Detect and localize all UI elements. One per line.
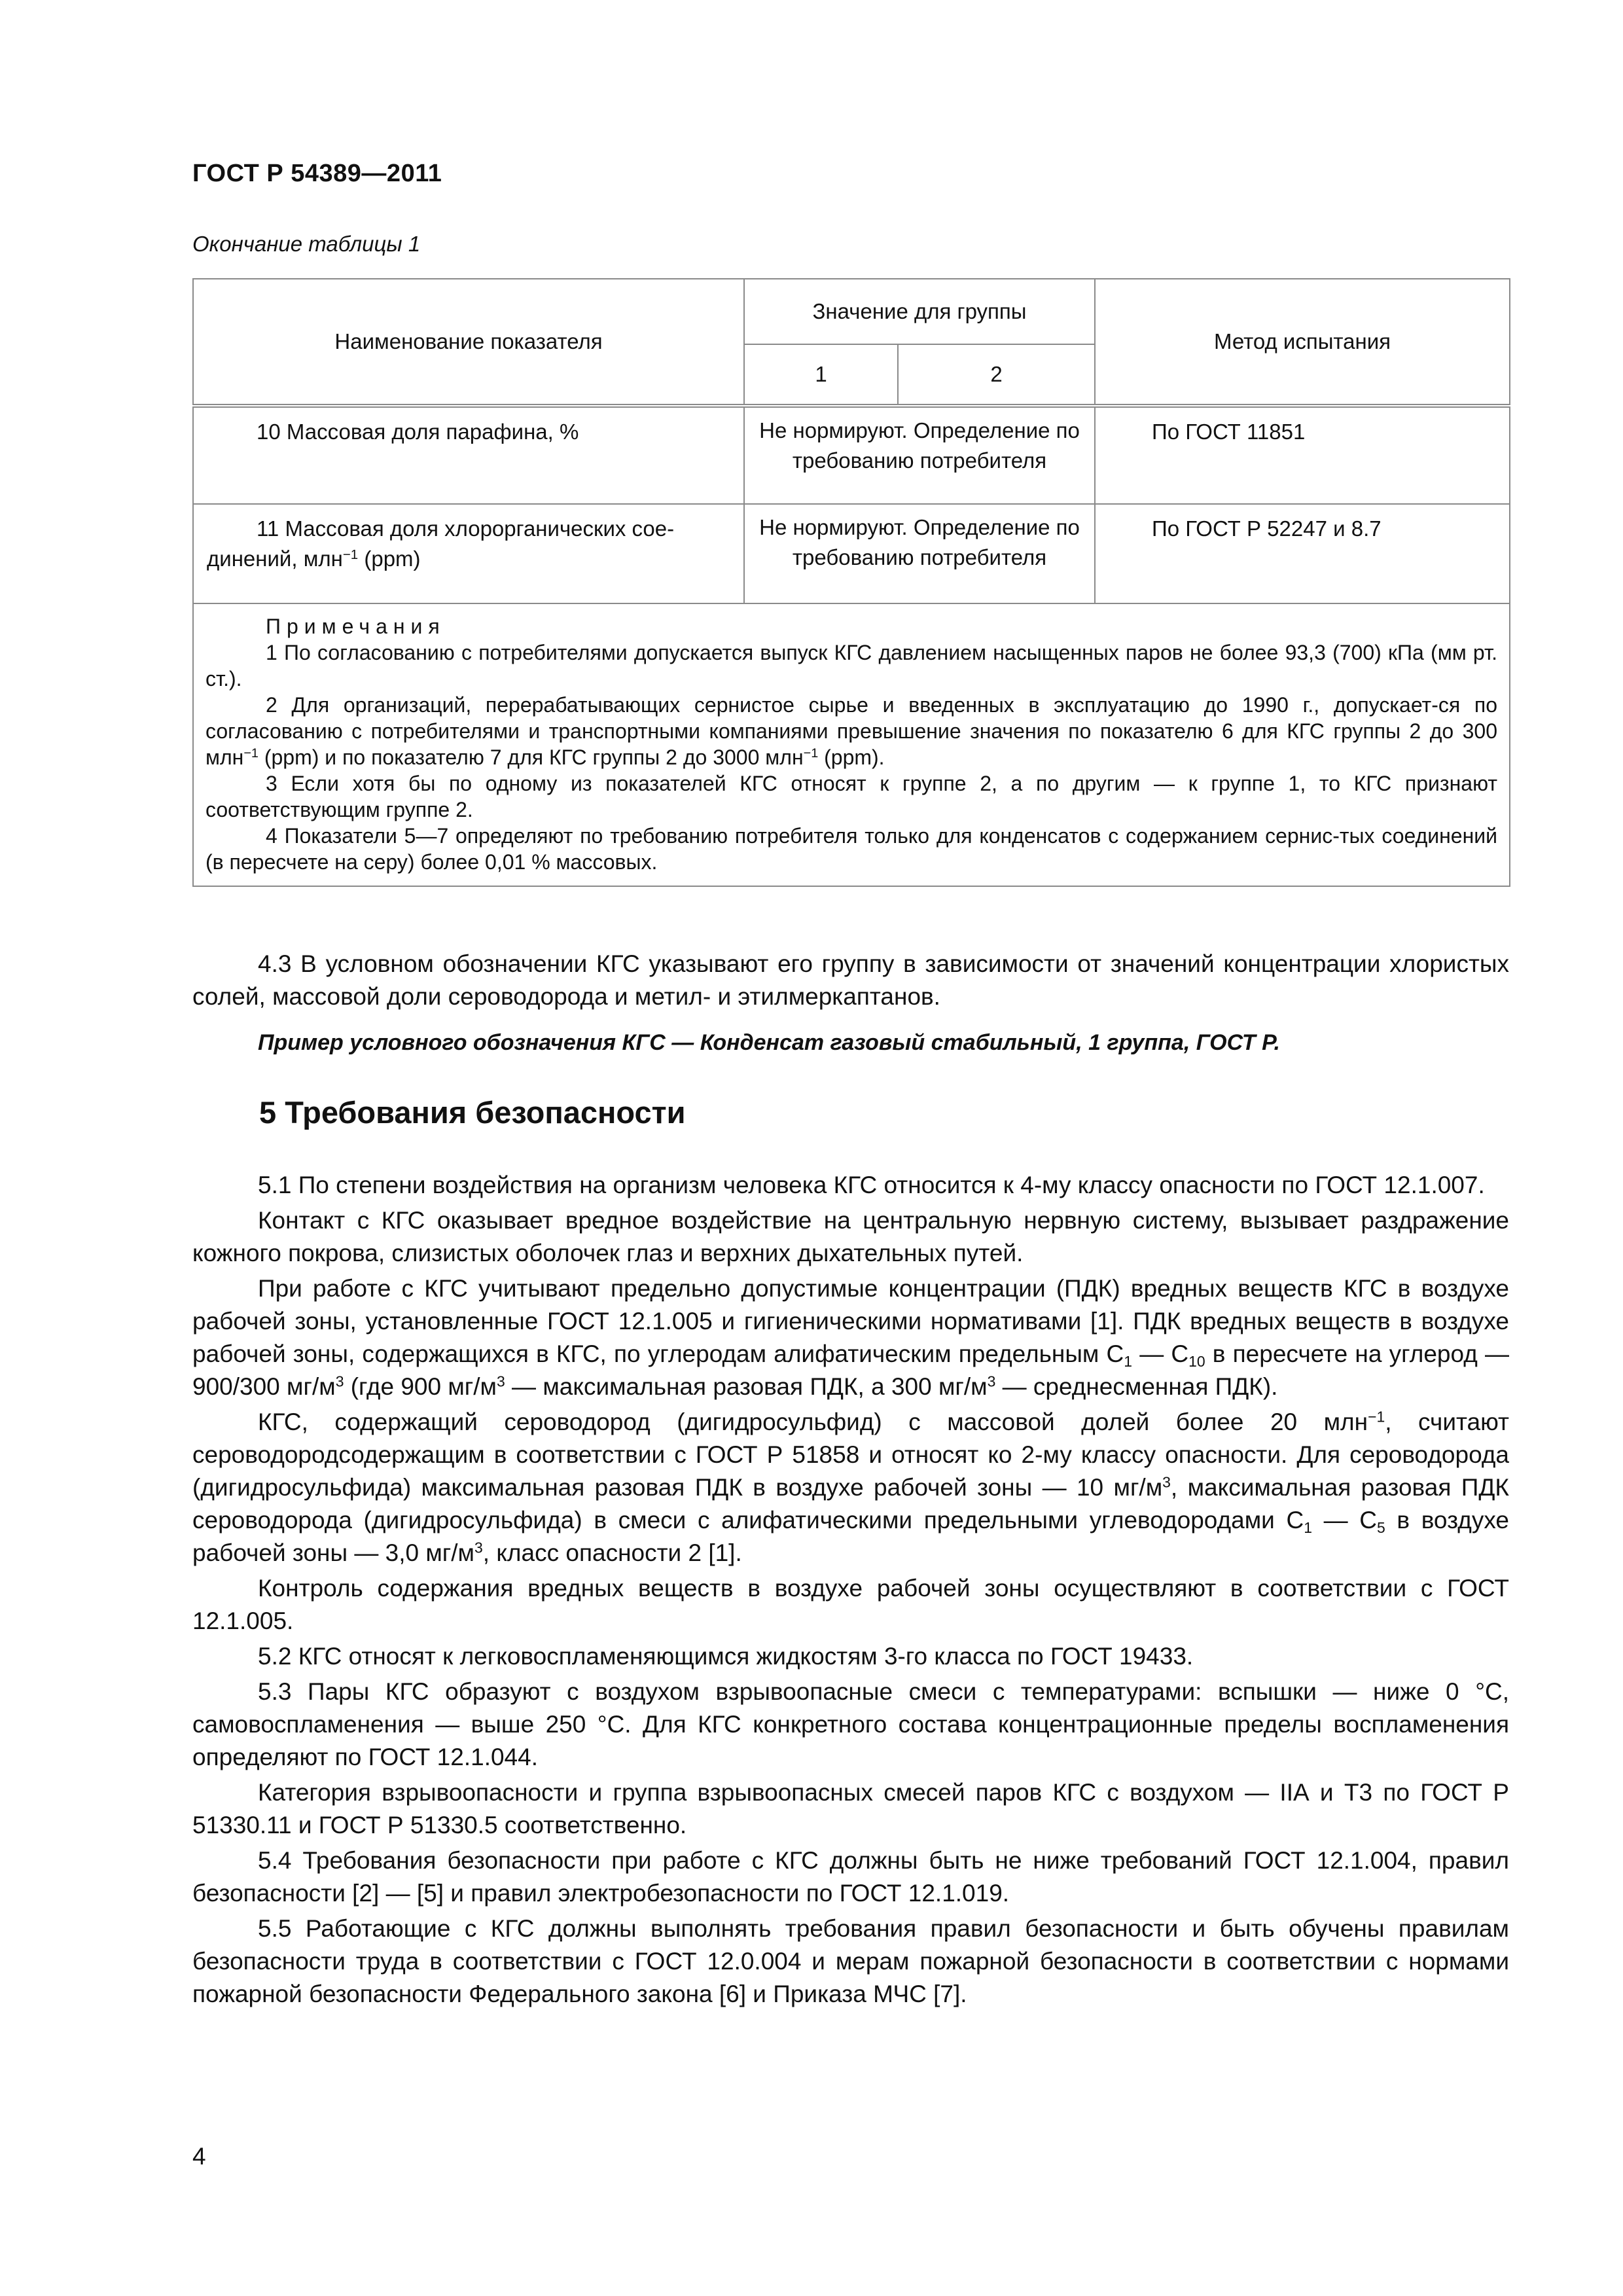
indicator-name-cell: 11 Массовая доля хлорорганических сое-динений, млн$^{-1}$ (ppm): [193, 504, 744, 603]
header-test-method: Метод испытания: [1095, 279, 1510, 406]
note-1: 1 По согласованию с потребителями допускается выпуск КГС давлением насыщенных паров не более 93,3 (700) кПа (мм рт. ст.).: [205, 641, 1498, 691]
test-method-cell: По ГОСТ Р 52247 и 8.7: [1095, 504, 1510, 603]
header-group-value: Значение для группы: [744, 279, 1095, 344]
note-4: 4 Показатели 5—7 определяют по требованию потребителя только для конденсатов с содержанием сернис-тых соединений (в пересчете на серу) более 0,01 % массовых.: [205, 824, 1498, 874]
section-5-title: 5 Требования безопасности: [259, 1095, 686, 1130]
paragraph-5-3: 5.3 Пары КГС образуют с воздухом взрывоопасные смеси с температурами: вспышки — ниже 0 °С, самовоспламенения — выше 250 °С. Для КГС конкретного состава концентрационные пределы воспламенения определяют по ГОСТ 12.1.044.: [192, 1678, 1509, 1770]
test-method-cell: По ГОСТ 11851: [1095, 406, 1510, 504]
note-3: 3 Если хотя бы по одному из показателей КГС относят к группе 2, а по другим — к группе 1, то КГС признают соответствующим группе 2.: [205, 772, 1498, 821]
note-2: 2 Для организаций, перерабатывающих сернистое сырье и введенных в эксплуатацию до 1990 г., допускает-ся по согласованию с потребителями и транспортными компаниями превышение значения по показателю 6 для КГС группы 2 до 300 млн$^{-1}$ (ppm) и по показателю 7 для КГС группы 2 до 3000 млн$^{-1}$ (ppm).: [205, 693, 1498, 769]
table-caption: Окончание таблицы 1: [192, 232, 421, 256]
example-block: [192, 1026, 1509, 1062]
paragraph-4-3: 4.3 В условном обозначении КГС указывают его группу в зависимости от значений концентрации хлористых солей, массовой доли сероводорода и метил- и этилмеркаптанов.: [192, 950, 1509, 1010]
paragraph-pdk: При работе с КГС учитывают предельно допустимые концентрации (ПДК) вредных веществ КГС в воздухе рабочей зоны, установленные ГОСТ 12.1.005 и гигиеническими нормативами [1]. ПДК вредных веществ в воздухе рабочей зоны, содержащихся в КГС, по углеродам алифатическим предельным $С_1$ — $С_{10}$ в пересчете на углерод — 900/300 $мг/м^3$ (где 900 $мг/м^3$ — максимальная разовая ПДК, а 300 $мг/м^3$ — среднесменная ПДК).: [192, 1275, 1510, 1400]
paragraph-5-4: 5.4 Требования безопасности при работе с КГС должны быть не ниже требований ГОСТ 12.1.004, правил безопасности [2] — [5] и правил электробезопасности по ГОСТ 12.1.019.: [192, 1847, 1509, 1907]
paragraph-category: Категория взрывоопасности и группа взрывоопасных смесей паров КГС с воздухом — IIА и Т3 по ГОСТ Р 51330.11 и ГОСТ Р 51330.5 соответственно.: [192, 1779, 1509, 1839]
group-value-cell: Не нормируют. Определение по требованию потребителя: [744, 504, 1095, 603]
table-row: [193, 406, 1510, 504]
spec-table: [192, 278, 1510, 887]
group-value-cell: Не нормируют. Определение по требованию потребителя: [744, 406, 1095, 504]
table-1-end: [192, 278, 1509, 887]
indicator-name-cell: 10 Массовая доля парафина, %: [193, 406, 744, 504]
paragraph-h2s: КГС, содержащий сероводород (дигидросульфид) с массовой долей более 20 млн$^{-1}$, считают сероводородсодержащим в соответствии с ГОСТ Р 51858 и относят ко 2-му классу опасности. Для сероводорода (дигидросульфида) максимальная разовая ПДК в воздухе рабочей зоны — 10 $мг/м^3$, максимальная разовая ПДК сероводорода (дигидросульфида) в смеси с алифатическими предельными углеводородами $С_1$ — $С_5$ в воздухе рабочей зоны — 3,0 $мг/м^3$, класс опасности 2 [1].: [192, 1408, 1510, 1566]
header-group-1: 1: [744, 344, 898, 406]
paragraph-control: Контроль содержания вредных веществ в воздухе рабочей зоны осуществляют в соответствии с ГОСТ 12.1.005.: [192, 1575, 1509, 1634]
document-header: ГОСТ Р 54389—2011: [192, 160, 442, 187]
table-notes: [193, 603, 1510, 886]
paragraph-5-2: 5.2 КГС относят к легковоспламеняющимся жидкостям 3-го класса по ГОСТ 19433.: [258, 1643, 1194, 1670]
paragraph-4-3-block: [192, 948, 1509, 1016]
section-5-body: [192, 1169, 1509, 2013]
paragraph-contact: Контакт с КГС оказывает вредное воздействие на центральную нервную систему, вызывает раздражение кожного покрова, слизистых оболочек глаз и верхних дыхательных путей.: [192, 1207, 1509, 1266]
header-group-2: 2: [898, 344, 1095, 406]
designation-example: Пример условного обозначения КГС — Конденсат газовый стабильный, 1 группа, ГОСТ Р.: [258, 1030, 1280, 1055]
notes-row: [193, 603, 1510, 886]
paragraph-5-5: 5.5 Работающие с КГС должны выполнять требования правил безопасности и быть обучены правилам безопасности труда в соответствии с ГОСТ 12.0.004 и мерам пожарной безопасности в соответствии с нормами пожарной безопасности Федерального закона [6] и Приказа МЧС [7].: [192, 1915, 1509, 2007]
page-number: 4: [192, 2143, 206, 2170]
paragraph-5-1: 5.1 По степени воздействия на организм человека КГС относится к 4-му классу опасности по ГОСТ 12.1.007.: [258, 1172, 1485, 1198]
table-row: [193, 504, 1510, 603]
header-indicator-name: Наименование показателя: [193, 279, 744, 406]
notes-title: Примечания: [266, 615, 446, 638]
